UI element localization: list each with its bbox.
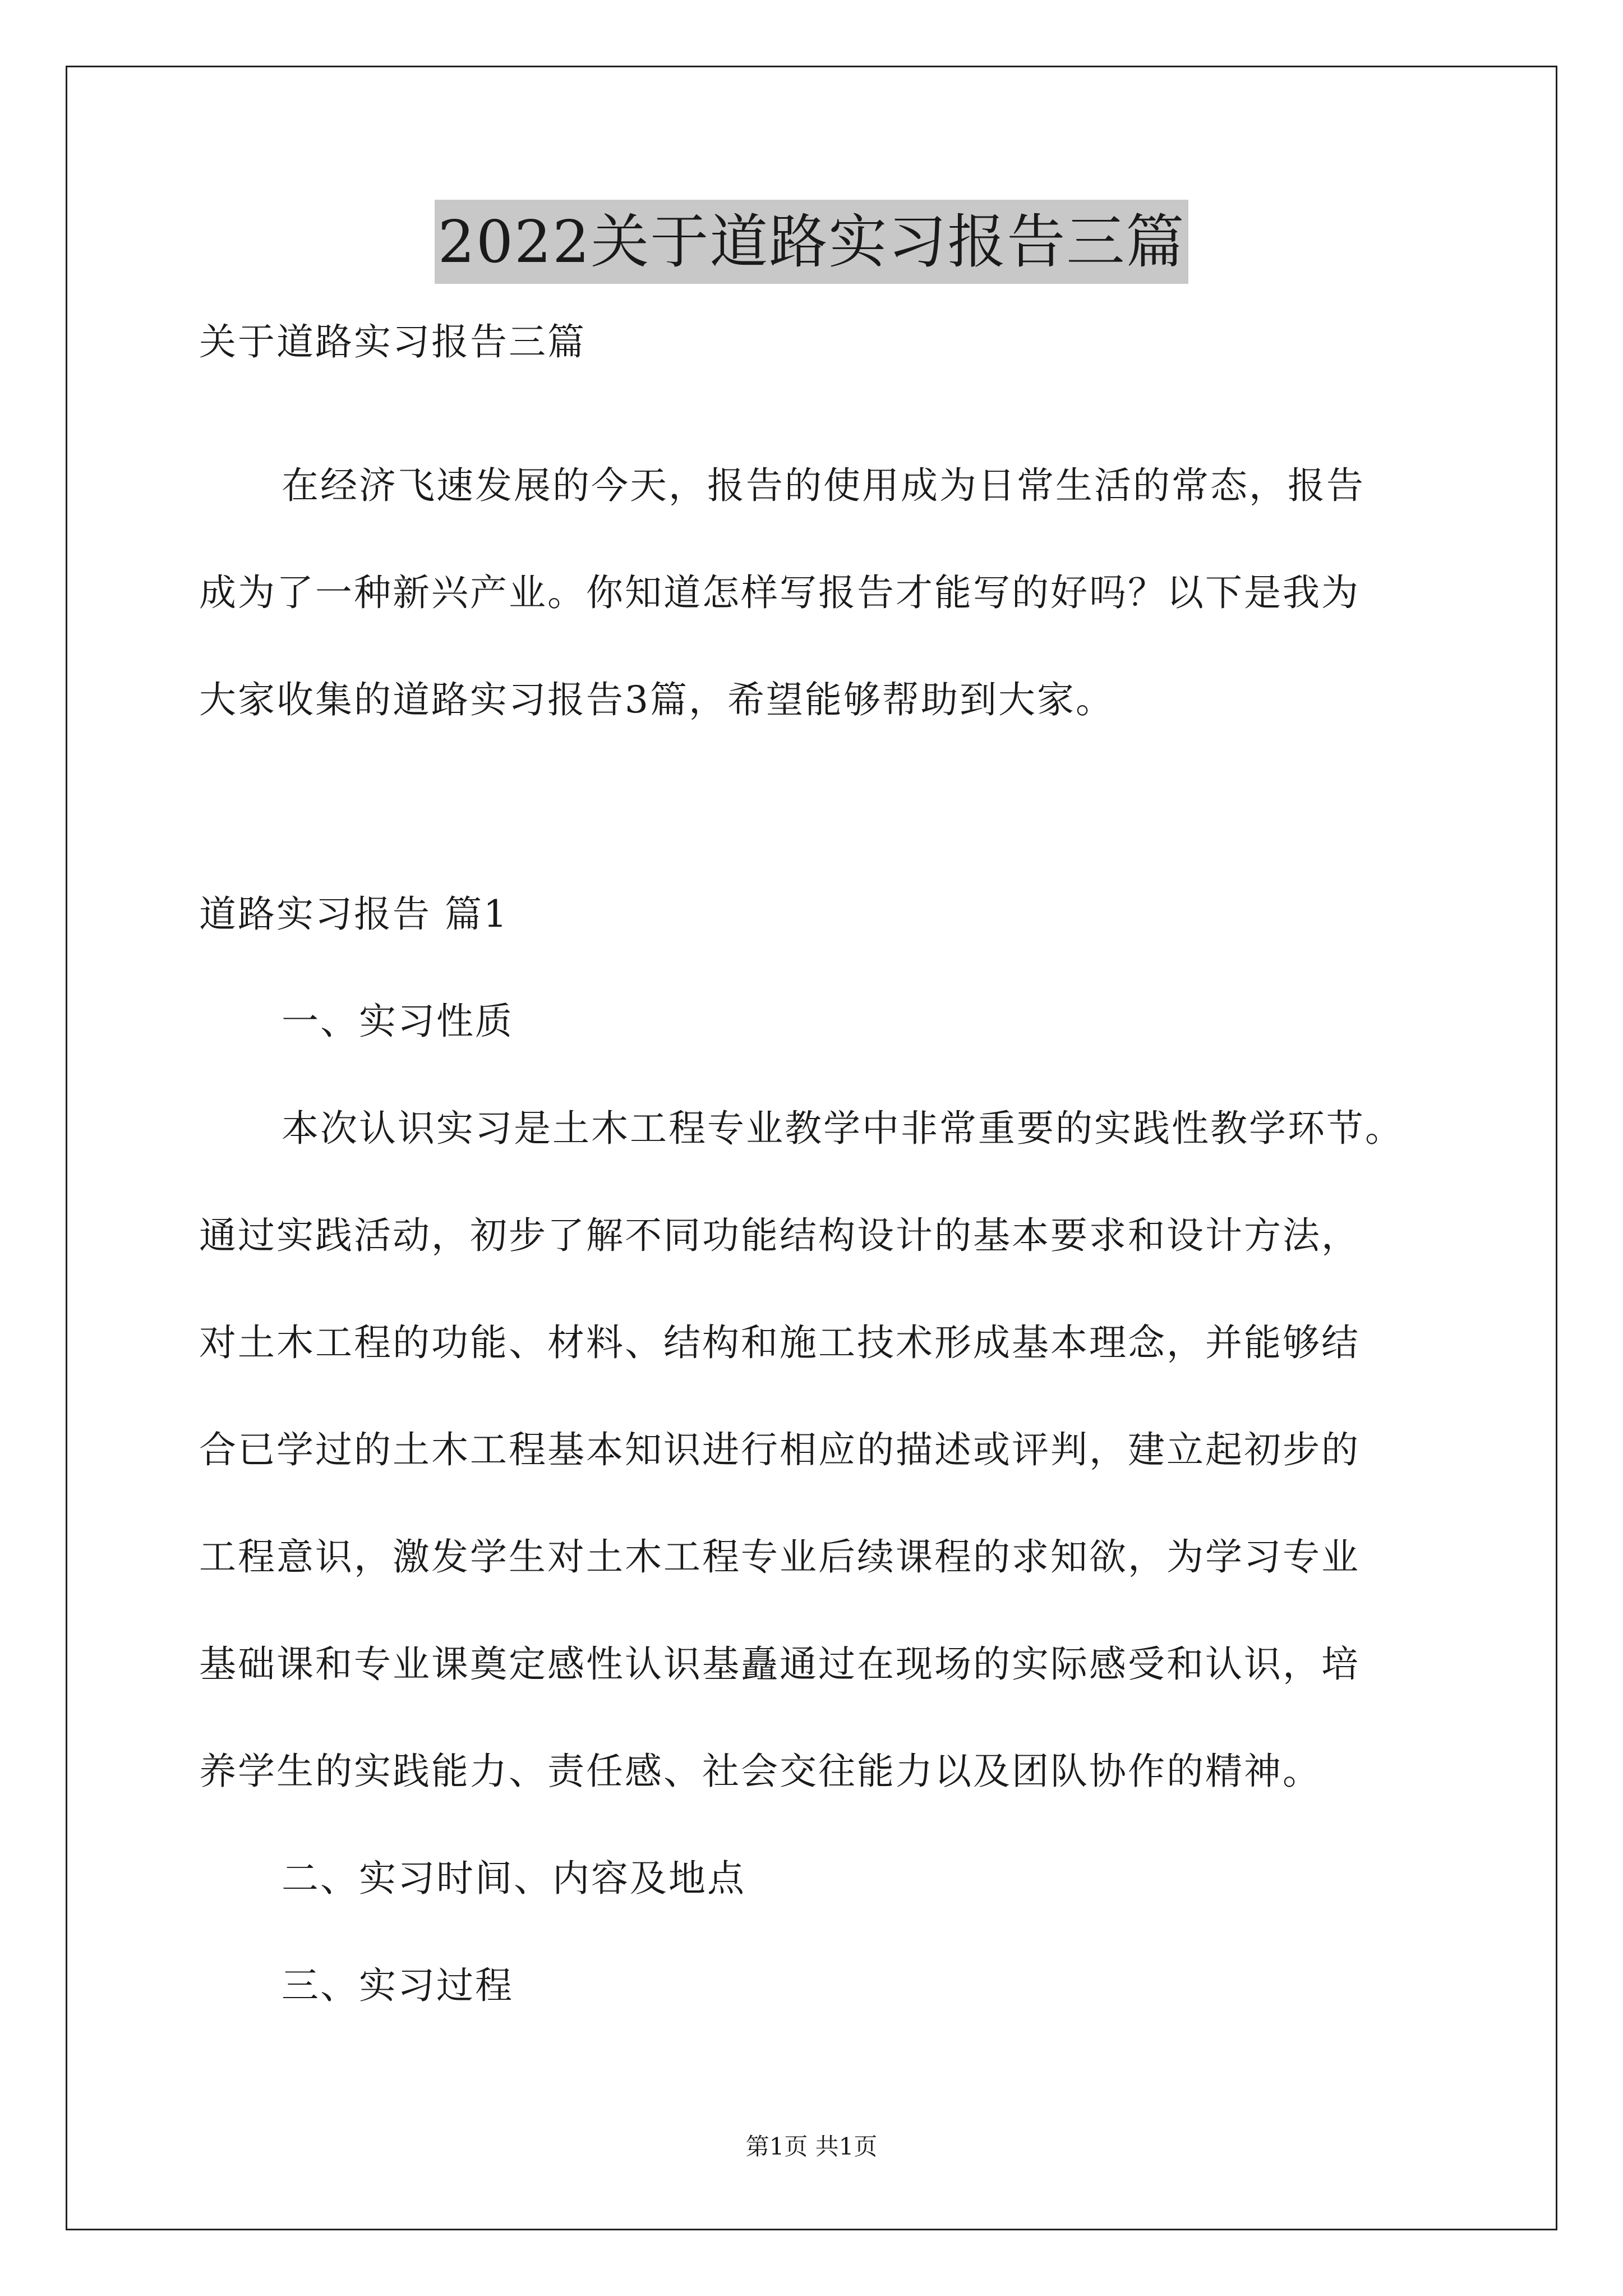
part2-heading: 二、实习时间、内容及地点: [282, 1857, 746, 1900]
document-title: 2022关于道路实习报告三篇: [435, 200, 1189, 284]
intro-line: 大家收集的道路实习报告3篇，希望能够帮助到大家。: [199, 678, 1114, 721]
body-line: 工程意识，激发学生对土木工程专业后续课程的求知欲，为学习专业: [199, 1535, 1360, 1579]
body-line: 通过实践活动，初步了解不同功能结构设计的基本要求和设计方法，: [199, 1214, 1360, 1257]
body-line: 对土木工程的功能、材料、结构和施工技术形成基本理念，并能够结: [199, 1321, 1360, 1364]
document-subtitle: 关于道路实习报告三篇: [199, 320, 586, 364]
part3-heading: 三、实习过程: [282, 1964, 514, 2007]
part1-heading: 一、实习性质: [282, 1000, 514, 1043]
body-line: 基础课和专业课奠定感性认识基矗通过在现场的实际感受和认识，培: [199, 1642, 1360, 1686]
intro-line: 在经济飞速发展的今天，报告的使用成为日常生活的常态，报告: [282, 464, 1365, 507]
section-heading: 道路实习报告 篇1: [199, 892, 509, 936]
body-line: 合已学过的土木工程基本知识进行相应的描述或评判，建立起初步的: [199, 1428, 1360, 1471]
body-line: 本次认识实习是土木工程专业教学中非常重要的实践性教学环节。: [282, 1107, 1404, 1150]
page-number-footer: 第1页 共1页: [745, 2133, 878, 2160]
body-line: 养学生的实践能力、责任感、社会交往能力以及团队协作的精神。: [199, 1750, 1321, 1793]
title-container: [0, 200, 1623, 284]
intro-line: 成为了一种新兴产业。你知道怎样写报告才能写的好吗？以下是我为: [199, 571, 1360, 614]
